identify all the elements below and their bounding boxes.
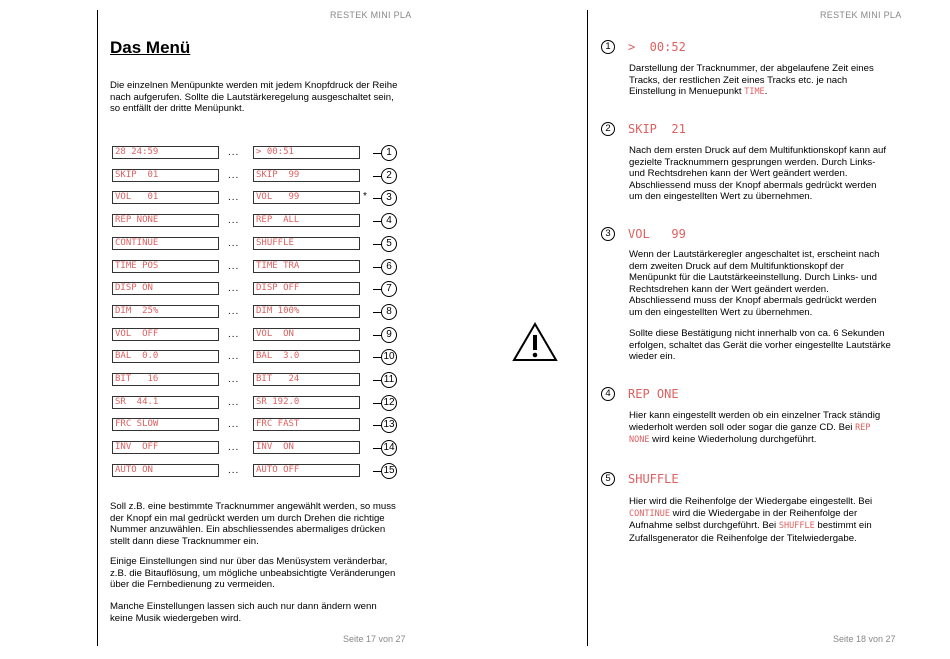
- menu-value-on: FRC FAST: [253, 418, 360, 431]
- menu-value-on: SHUFFLE: [253, 237, 360, 250]
- menu-ellipsis: ...: [228, 147, 240, 158]
- section-4-text: Hier kann eingestellt werden ob ein einzelner Track ständig wiederholt werden soll oder sogar die ganze CD. Bei REP NONE wird keine Wiederholung durchgeführt.: [629, 410, 881, 446]
- paragraph-no-music: Manche Einstellungen lassen sich auch nur dann ändern wenn keine Musik wiedergeben wird.: [110, 601, 377, 624]
- menu-value-on: INV ON: [253, 441, 360, 454]
- menu-ellipsis: ...: [228, 397, 240, 408]
- section-number-2: 2: [601, 122, 615, 136]
- menu-value-on: TIME TRA: [253, 260, 360, 273]
- menu-ellipsis: ...: [228, 170, 240, 181]
- menu-number-badge: 14: [381, 440, 397, 456]
- menu-number-badge: 9: [381, 327, 397, 343]
- left-header: RESTEK MINI PLA: [330, 10, 412, 20]
- menu-value-off: CONTINUE: [112, 237, 219, 250]
- menu-value-off: 28 24:59: [112, 146, 219, 159]
- paragraph-track-select: Soll z.B. eine bestimmte Tracknummer angewählt werden, so muss der Knopf ein mal gedrückt werden um durch Drehen die richtige Nummer anzuwählen. Ein abschliessendes abermaliges drücken stellt dann diese Tracknummer ein.: [110, 501, 396, 547]
- menu-value-off: BAL 0.0: [112, 350, 219, 363]
- section-2-display: SKIP 21: [628, 122, 686, 136]
- menu-value-on: SKIP 99: [253, 169, 360, 182]
- menu-value-off: BIT 16: [112, 373, 219, 386]
- menu-ellipsis: ...: [228, 419, 240, 430]
- menu-ellipsis: ...: [228, 351, 240, 362]
- menu-ellipsis: ...: [228, 442, 240, 453]
- right-header: RESTEK MINI PLA: [820, 10, 902, 20]
- menu-value-off: REP NONE: [112, 214, 219, 227]
- paragraph-menu-only: Einige Einstellungen sind nur über das Menüsystem veränderbar, z.B. die Bitauflösung, um mögliche unbeabsichtigte Veränderungen über die Fernbedienung zu vermeiden.: [110, 556, 396, 591]
- section-number-3: 3: [601, 227, 615, 241]
- section-number-5: 5: [601, 472, 615, 486]
- section-3-display: VOL 99: [628, 227, 686, 241]
- menu-number-badge: 15: [381, 463, 397, 479]
- intro-paragraph: Die einzelnen Menüpunkte werden mit jedem Knopfdruck der Reihe nach aufgerufen. Sollte die Lautstärkeregelung ausgeschaltet sein, so entfällt der dritte Menüpunkt.: [110, 80, 398, 115]
- menu-value-off: SKIP 01: [112, 169, 219, 182]
- menu-number-badge: 1: [381, 145, 397, 161]
- menu-value-off: VOL 01: [112, 191, 219, 204]
- menu-value-on: VOL 99: [253, 191, 360, 204]
- section-3-text: Wenn der Lautstärkeregler angeschaltet ist, erscheint nach dem zweiten Druck auf dem Multifunktionskopf der Menüpunkt für die Lautstärkeeinstellung. Durch Links- und Rechtsdrehen kann der Wert geändert werden. Abschliessend muss der Knopf abermals gedrückt werden um den eingestellten Wert zu übernehmen.: [629, 249, 880, 318]
- section-2-text: Nach dem ersten Druck auf dem Multifunktionskopf kann auf gezielte Tracknummern gesprungen werden. Durch Links- und Rechtsdrehen kann der Wert geändert werden. Abschliessend muss der Knopf abermals gedrückt werden um den eingestellten Wert zu übernehmen.: [629, 145, 887, 203]
- menu-number-badge: 7: [381, 281, 397, 297]
- section-4-display: REP ONE: [628, 387, 679, 401]
- page-title: Das Menü: [110, 38, 191, 57]
- right-page: [475, 0, 950, 659]
- menu-ellipsis: ...: [228, 306, 240, 317]
- menu-value-off: TIME POS: [112, 260, 219, 273]
- menu-number-badge: 2: [381, 168, 397, 184]
- menu-number-badge: 11: [381, 372, 397, 388]
- menu-value-off: DIM 25%: [112, 305, 219, 318]
- menu-ellipsis: ...: [228, 238, 240, 249]
- menu-number-badge: 4: [381, 213, 397, 229]
- menu-value-on: AUTO OFF: [253, 464, 360, 477]
- left-page-margin-line: [97, 10, 98, 646]
- menu-value-on: DIM 100%: [253, 305, 360, 318]
- right-page-margin-line: [587, 10, 588, 646]
- menu-value-on: BAL 3.0: [253, 350, 360, 363]
- menu-number-badge: 3: [381, 190, 397, 206]
- section-1-text: Darstellung der Tracknummer, der abgelaufene Zeit eines Tracks, der restlichen Zeit eines Tracks etc. je nach Einstellung in Menuepunkt TIME.: [629, 63, 874, 98]
- section-5-text: Hier wird die Reihenfolge der Wiedergabe eingestellt. Bei CONTINUE wird die Wiedergabe in der Reihenfolge der Aufnahme selbst durchgeführt. Bei SHUFFLE bestimmt ein Zufallsgenerator die Reihenfolge der Titelwiedergabe.: [629, 496, 873, 544]
- left-footer: Seite 17 von 27: [343, 634, 406, 644]
- menu-number-badge: 10: [381, 349, 397, 365]
- menu-ellipsis: ...: [228, 283, 240, 294]
- menu-value-on: SR 192.0: [253, 396, 360, 409]
- section-5-display: SHUFFLE: [628, 472, 679, 486]
- menu-value-off: DISP ON: [112, 282, 219, 295]
- menu-ellipsis: ...: [228, 261, 240, 272]
- menu-value-on: > 00:51: [253, 146, 360, 159]
- section-1-display: > 00:52: [628, 40, 686, 54]
- menu-ellipsis: ...: [228, 465, 240, 476]
- menu-ellipsis: ...: [228, 192, 240, 203]
- menu-asterisk: *: [363, 191, 367, 202]
- menu-value-on: DISP OFF: [253, 282, 360, 295]
- menu-value-on: REP ALL: [253, 214, 360, 227]
- menu-value-off: INV OFF: [112, 441, 219, 454]
- warning-triangle-icon: [512, 322, 558, 362]
- menu-value-off: SR 44.1: [112, 396, 219, 409]
- menu-number-badge: 13: [381, 417, 397, 433]
- section-number-4: 4: [601, 387, 615, 401]
- menu-value-off: FRC SLOW: [112, 418, 219, 431]
- menu-number-badge: 6: [381, 259, 397, 275]
- menu-number-badge: 12: [381, 395, 397, 411]
- right-footer: Seite 18 von 27: [833, 634, 896, 644]
- menu-number-badge: 5: [381, 236, 397, 252]
- menu-value-on: VOL ON: [253, 328, 360, 341]
- menu-ellipsis: ...: [228, 374, 240, 385]
- menu-value-off: VOL OFF: [112, 328, 219, 341]
- menu-value-on: BIT 24: [253, 373, 360, 386]
- menu-ellipsis: ...: [228, 215, 240, 226]
- menu-ellipsis: ...: [228, 329, 240, 340]
- menu-value-off: AUTO ON: [112, 464, 219, 477]
- section-number-1: 1: [601, 40, 615, 54]
- menu-number-badge: 8: [381, 304, 397, 320]
- section-3-text-2: Sollte diese Bestätigung nicht innerhalb von ca. 6 Sekunden erfolgen, schaltet das Gerät die vorher eingestellte Lautstärke wieder ein.: [629, 328, 891, 363]
